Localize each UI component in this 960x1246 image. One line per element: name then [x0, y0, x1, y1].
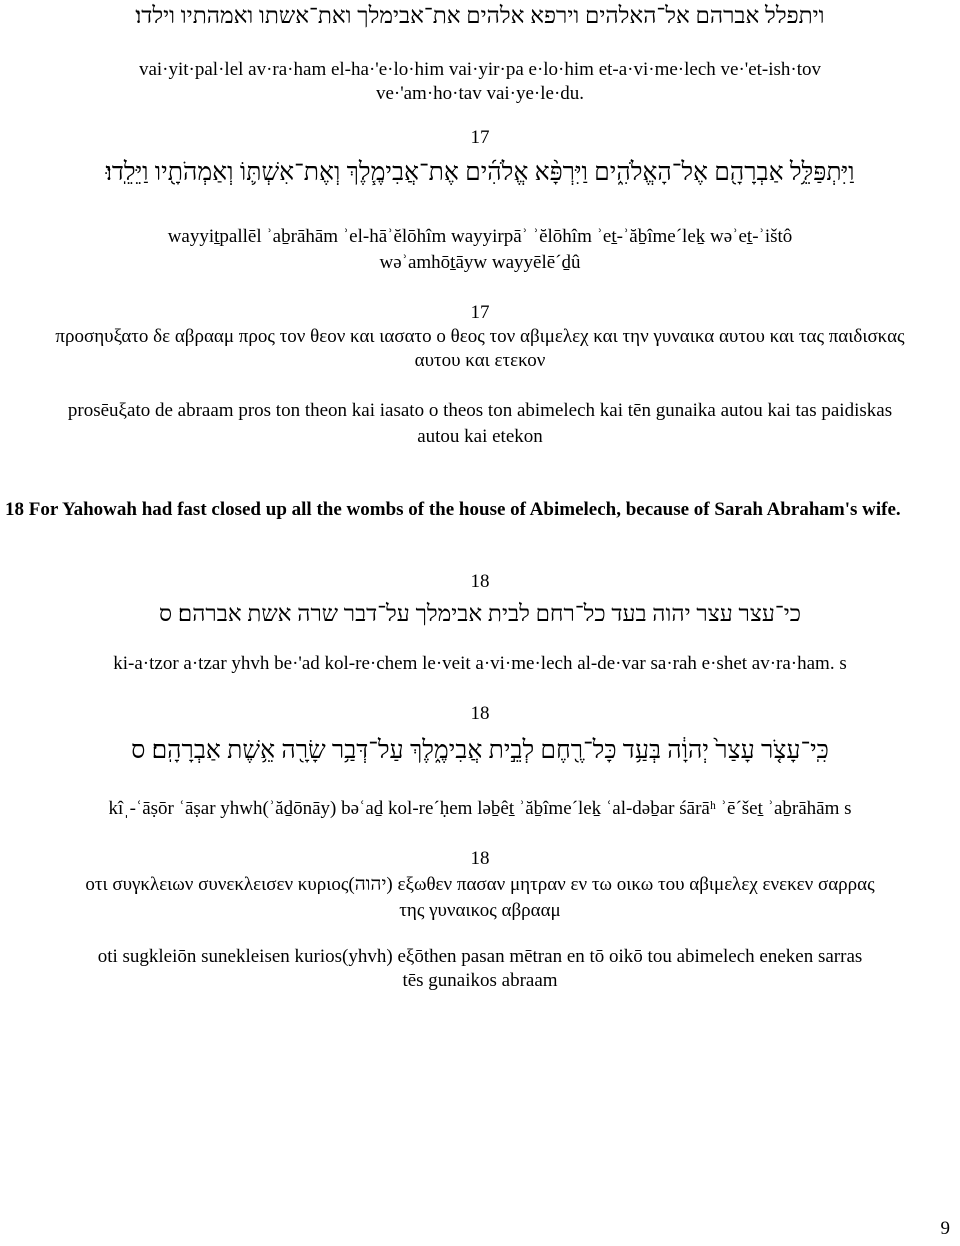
v17-verse-number: 17	[470, 127, 490, 148]
page-number: 9	[940, 1218, 950, 1239]
v17-greek-translit-line2: autou kai etekon	[417, 426, 543, 447]
v17-verse-number-greek: 17	[470, 302, 490, 323]
v18-greek-line1: οτι συγκλειων συνεκλεισεν κυριος(יהוה) εξωθεν πασαν μητραν εν τω οικω του αβιμελεχ ενεκεν σαρρας	[85, 874, 875, 895]
v17-translit-simple-line2: ve·'am·ho·tav vai·ye·le·du.	[375, 83, 585, 104]
v18-hebrew-vocalized: כִּֽי־עָצֹ֤ר עָצַר֙ יְהוָ֔ה בְּעַ֥ד כָּל־רֶ֖חֶם לְבֵ֣ית אֲבִימֶ֑לֶךְ עַל־דְּבַ֥ר שָׂרָ֖ה אֵ֥שֶׁת אַבְרָהָֽם׃ ס	[131, 737, 829, 764]
v17-hebrew-vocalized: וַיִּתְפַּלֵּ֥ל אַבְרָהָ֖ם אֶל־הָאֱלֹהִ֑ים וַיִּרְפָּ֨א אֱלֹהִ֜ים אֶת־אֲבִימֶ֧לֶךְ וְאֶת־אִשְׁתּ֛וֹ וְאַמְהֹתָ֖יו וַיֵּלֵֽדוּ׃	[105, 159, 855, 186]
v18-verse-number: 18	[470, 571, 490, 592]
v18-greek-line2: της γυναικος αβρααμ	[399, 900, 561, 921]
v18-greek-translit-line2: tēs gunaikos abraam	[402, 970, 558, 991]
v17-greek-line1: προσηυξατο δε αβρααμ προς τον θεον και ιασατο ο θεος τον αβιμελεχ και την γυναικα αυτου και τας παιδισκας	[55, 326, 905, 347]
v18-greek-translit-line1: oti sugkleiōn sunekleisen kurios(yhvh) eξōthen pasan mētran en tō oikō tou abimelech eneken sarras	[97, 946, 863, 967]
v18-translit-simple: ki-a·tzor a·tzar yhvh be·'ad kol-re·chem le·veit a·vi·me·lech al-de·var sa·rah e·shet av·ra·ham. s	[113, 653, 847, 674]
v17-translit-simple-line1: vai·yit·pal·lel av·ra·ham el-ha·'e·lo·him vai·yir·pa e·lo·him et-a·vi·me·lech ve·'et-ish·tov	[138, 59, 822, 80]
v17-hebrew-plain: ויתפלל אברהם אל־האלהים וירפא אלהים את־אבימלך ואת־אשתו ואמהתיו וילדו׃	[135, 3, 825, 28]
v17-greek-translit-line1: prosēuξato de abraam pros ton theon kai iasato o theos ton abimelech kai tēn gunaika autou kai tas paidiskas	[67, 400, 893, 421]
v17-translit-academic-line2: wəʾamhōṯāyw wayyēlēˊḏû	[379, 252, 581, 273]
v18-verse-number-vocalized: 18	[470, 703, 490, 724]
v18-translit-academic: kîˌ-ʿāṣōr ʿāṣar yhwh(ʾăḏōnāy) bəʿaḏ kol-reˊḥem ləḇêṯ ʾăḇîmeˊleḵ ʿal-dəḇar śārāʰ ʾēˊšeṯ ʾaḇrāhām s	[108, 798, 852, 819]
v18-english: 18 For Yahowah had fast closed up all the wombs of the house of Abimelech, because of Sarah Abraham's wife.	[5, 499, 901, 520]
v18-verse-number-greek: 18	[470, 848, 490, 869]
v17-greek-line2: αυτου και ετεκον	[414, 350, 546, 371]
v18-hebrew-plain: כי־עצר עצר יהוה בעד כל־רחם לבית אבימלך על־דבר שרה אשת אברהם׃ ס	[159, 601, 801, 626]
v17-translit-academic-line1: wayyiṯpallēl ʾaḇrāhām ʾel-hāʾĕlōhîm wayyirpāʾ ʾĕlōhîm ʾeṯ-ʾăḇîmeˊleḵ wəʾeṯ-ʾištô	[167, 226, 793, 247]
